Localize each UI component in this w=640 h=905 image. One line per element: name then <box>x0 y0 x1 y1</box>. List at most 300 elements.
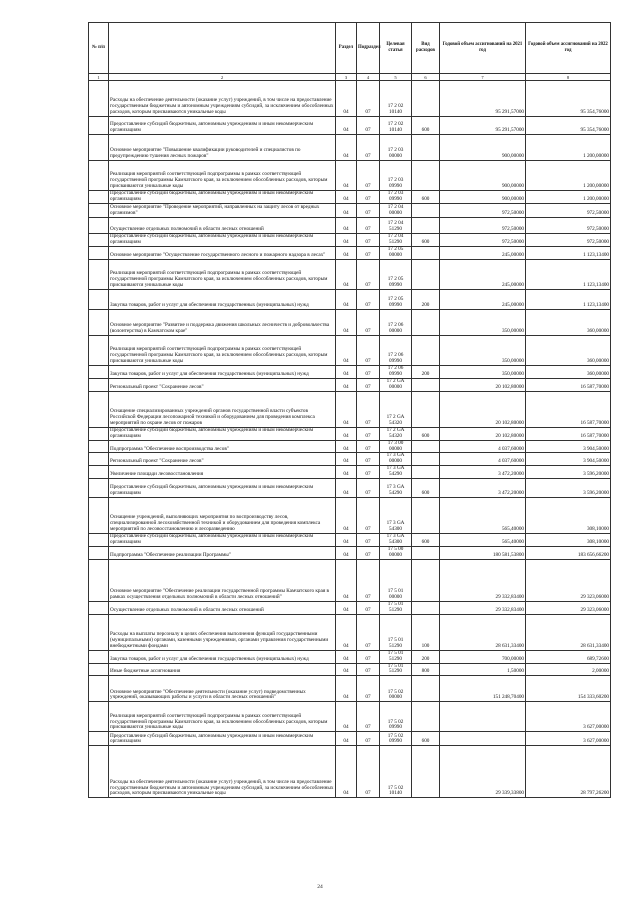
cell-name: Реализация мероприятий соответствующей подпрограммы в рамках соответствующей государственной программы Камчатского края, за исключением обособленных расходов, которым присваиваются уникальные коды <box>109 161 336 191</box>
cell-expense-type <box>412 601 440 614</box>
cell-num <box>89 663 109 676</box>
cell-expense-type <box>412 310 440 336</box>
cell-year-2022: 3 596,20000 <box>526 466 611 479</box>
cell-year-2022: 2,00000 <box>526 663 611 676</box>
cell-year-2022: 154 333,60200 <box>526 676 611 702</box>
cell-expense-type <box>412 81 440 117</box>
cell-year-2021: 245,00000 <box>440 247 526 260</box>
cell-expense-type <box>412 453 440 466</box>
cell-expense-type: 200 <box>412 650 440 663</box>
cell-section: 04 <box>336 218 357 234</box>
cell-year-2021: 1,50000 <box>440 663 526 676</box>
cell-target: 17 5 02 00000 <box>380 676 412 702</box>
cell-name: Региональный проект "Сохранение лесов" <box>109 453 336 466</box>
cell-year-2022: 360,00000 <box>526 336 611 366</box>
cell-subsection: 07 <box>357 650 380 663</box>
table-row <box>89 676 611 702</box>
cell-expense-type: 200 <box>412 366 440 379</box>
cell-section: 04 <box>336 117 357 135</box>
cell-target: 17 2 04 00000 <box>380 204 412 218</box>
cell-target: 17 2 03 09990 <box>380 191 412 204</box>
table-row <box>89 601 611 614</box>
cell-target: 17 2 GA 54320 <box>380 391 412 427</box>
cell-target: 17 2 GA 54320 <box>380 427 412 440</box>
budget-table <box>88 22 611 798</box>
cell-subsection: 07 <box>357 260 380 290</box>
cell-target: 17 5 01 51290 <box>380 663 412 676</box>
cell-num <box>89 247 109 260</box>
table-row <box>89 498 611 534</box>
cell-section: 04 <box>336 614 357 650</box>
cell-year-2021: 350,00000 <box>440 310 526 336</box>
cell-subsection: 07 <box>357 559 380 601</box>
cell-year-2022: 16 587,70000 <box>526 427 611 440</box>
cell-expense-type: 600 <box>412 427 440 440</box>
cell-expense-type <box>412 547 440 560</box>
cell-expense-type <box>412 466 440 479</box>
cell-num <box>89 366 109 379</box>
table-row <box>89 547 611 560</box>
cell-name: Иные бюджетные ассигнования <box>109 663 336 676</box>
cell-num <box>89 534 109 547</box>
cell-year-2021: 3 472,20000 <box>440 479 526 498</box>
cell-expense-type: 600 <box>412 479 440 498</box>
cell-subsection: 07 <box>357 732 380 746</box>
cell-name: Реализация мероприятий соответствующей подпрограммы в рамках соответствующей государственной программы Камчатского края, за исключением обособленных расходов, которым присваиваются уникальные коды <box>109 336 336 366</box>
cell-target: 17 2 06 00000 <box>380 310 412 336</box>
cell-section: 04 <box>336 663 357 676</box>
cell-num <box>89 191 109 204</box>
cell-subsection: 07 <box>357 204 380 218</box>
cell-section: 04 <box>336 135 357 161</box>
cell-subsection: 07 <box>357 663 380 676</box>
cell-name: Расходы на обеспечение деятельности (оказание услуг) учреждений, в том числе на предоставление государственным бюджетным и автономным учреждениям субсидий, за исключением обособленных расходов, которым присваиваются уникальные коды <box>109 81 336 117</box>
table-row <box>89 204 611 218</box>
cell-year-2021: 565,40000 <box>440 534 526 547</box>
cell-year-2021: 4 037,60000 <box>440 440 526 453</box>
cell-subsection: 07 <box>357 218 380 234</box>
cell-year-2022: 308,10000 <box>526 498 611 534</box>
table-row <box>89 135 611 161</box>
cell-year-2022: 3 627,00000 <box>526 702 611 732</box>
cell-year-2021 <box>440 732 526 746</box>
cell-name: Основное мероприятие "Обеспечение реализации государственной программы Камчатского края в рамках осуществления отдельных полномочий в области лесных отношений" <box>109 559 336 601</box>
cell-name: Предоставление субсидий бюджетным, автономным учреждениям и иным некоммерческим организациям <box>109 427 336 440</box>
cell-target: 17 2 04 51290 <box>380 234 412 247</box>
cell-target: 17 3 GA 54300 <box>380 534 412 547</box>
cell-subsection: 07 <box>357 614 380 650</box>
cell-year-2021: 95 291,57000 <box>440 117 526 135</box>
table-row <box>89 378 611 391</box>
cell-expense-type: 600 <box>412 191 440 204</box>
table-row <box>89 161 611 191</box>
cell-name: Предоставление субсидий бюджетным, автономным учреждениям и иным некоммерческим организациям <box>109 534 336 547</box>
cell-year-2022: 28 797,26200 <box>526 746 611 798</box>
column-number: 6 <box>412 74 440 81</box>
cell-year-2021 <box>440 702 526 732</box>
column-number: 2 <box>109 74 336 81</box>
cell-num <box>89 234 109 247</box>
cell-expense-type <box>412 391 440 427</box>
cell-subsection: 07 <box>357 479 380 498</box>
cell-year-2022: 1 200,00000 <box>526 161 611 191</box>
cell-section: 04 <box>336 290 357 310</box>
cell-section: 04 <box>336 732 357 746</box>
cell-target: 17 2 02 10140 <box>380 117 412 135</box>
cell-num <box>89 161 109 191</box>
cell-year-2022: 95 354,76000 <box>526 81 611 117</box>
cell-subsection: 07 <box>357 498 380 534</box>
cell-num <box>89 601 109 614</box>
cell-name: Расходы на выплаты персоналу в целях обеспечения выполнения функций государственными (муниципальными) органами, казенными учреждениями, органами управления государственными внебюджетными фондами <box>109 614 336 650</box>
cell-num <box>89 290 109 310</box>
cell-year-2022: 28 631,33400 <box>526 614 611 650</box>
table-row <box>89 247 611 260</box>
cell-subsection: 07 <box>357 601 380 614</box>
column-number: 3 <box>336 74 357 81</box>
cell-section: 04 <box>336 453 357 466</box>
cell-year-2021: 245,00000 <box>440 290 526 310</box>
cell-section: 04 <box>336 601 357 614</box>
cell-year-2021: 151 248,70400 <box>440 676 526 702</box>
cell-subsection: 07 <box>357 161 380 191</box>
cell-num <box>89 479 109 498</box>
cell-name: Основное мероприятие "Развитие и поддержка движения школьных лесничеств и добровольчества (волонтерства) в Камчатском крае" <box>109 310 336 336</box>
cell-subsection: 07 <box>357 310 380 336</box>
header-expense-type: Вид расходов <box>412 23 440 74</box>
cell-year-2022: 3 627,00000 <box>526 732 611 746</box>
cell-num <box>89 453 109 466</box>
cell-name: Увеличение площади лесовосстановления <box>109 466 336 479</box>
cell-year-2021: 350,00000 <box>440 366 526 379</box>
cell-section: 04 <box>336 378 357 391</box>
cell-name: Предоставление субсидий бюджетным, автономным учреждениям и иным некоммерческим организациям <box>109 191 336 204</box>
table-row <box>89 702 611 732</box>
cell-name: Предоставление субсидий бюджетным, автономным учреждениям и иным некоммерческим организациям <box>109 479 336 498</box>
cell-section: 04 <box>336 204 357 218</box>
cell-target: 17 2 06 09990 <box>380 366 412 379</box>
cell-target: 17 3 00 00000 <box>380 440 412 453</box>
cell-section: 04 <box>336 559 357 601</box>
cell-year-2021: 900,00000 <box>440 191 526 204</box>
cell-year-2021: 20 102,80000 <box>440 391 526 427</box>
cell-year-2022: 3 904,50000 <box>526 440 611 453</box>
cell-target: 17 3 GA 54300 <box>380 498 412 534</box>
cell-subsection: 07 <box>357 427 380 440</box>
cell-subsection: 07 <box>357 366 380 379</box>
table-row <box>89 234 611 247</box>
cell-subsection: 07 <box>357 378 380 391</box>
cell-name: Региональный проект "Сохранение лесов" <box>109 378 336 391</box>
cell-subsection: 07 <box>357 676 380 702</box>
cell-year-2021: 4 037,60000 <box>440 453 526 466</box>
cell-section: 04 <box>336 310 357 336</box>
cell-section: 04 <box>336 466 357 479</box>
cell-year-2022: 16 587,70000 <box>526 378 611 391</box>
cell-year-2021: 28 631,33400 <box>440 614 526 650</box>
cell-subsection: 07 <box>357 234 380 247</box>
cell-subsection: 07 <box>357 290 380 310</box>
cell-expense-type: 600 <box>412 234 440 247</box>
cell-expense-type <box>412 204 440 218</box>
cell-expense-type <box>412 559 440 601</box>
cell-year-2022: 1 200,00000 <box>526 191 611 204</box>
table-row <box>89 559 611 601</box>
cell-subsection: 07 <box>357 453 380 466</box>
cell-num <box>89 81 109 117</box>
cell-target: 17 5 01 51290 <box>380 614 412 650</box>
cell-num <box>89 391 109 427</box>
cell-section: 04 <box>336 247 357 260</box>
cell-subsection: 07 <box>357 391 380 427</box>
cell-year-2021: 95 291,57000 <box>440 81 526 117</box>
cell-expense-type: 200 <box>412 290 440 310</box>
table-row <box>89 117 611 135</box>
cell-expense-type <box>412 260 440 290</box>
table-row <box>89 479 611 498</box>
table-row <box>89 290 611 310</box>
cell-year-2021: 29 339,33800 <box>440 746 526 798</box>
cell-subsection: 07 <box>357 746 380 798</box>
table-row <box>89 746 611 798</box>
cell-target: 17 2 04 51290 <box>380 218 412 234</box>
cell-num <box>89 559 109 601</box>
cell-name: Реализация мероприятий соответствующей подпрограммы в рамках соответствующей государственной программы Камчатского края, за исключением обособленных расходов, которым присваиваются уникальные коды <box>109 260 336 290</box>
cell-num <box>89 702 109 732</box>
cell-section: 04 <box>336 81 357 117</box>
cell-year-2021: 20 102,80000 <box>440 378 526 391</box>
column-number: 7 <box>440 74 526 81</box>
cell-expense-type <box>412 702 440 732</box>
cell-subsection: 07 <box>357 247 380 260</box>
cell-year-2022: 183 656,66200 <box>526 547 611 560</box>
cell-target: 17 2 GA 00000 <box>380 378 412 391</box>
cell-subsection: 07 <box>357 135 380 161</box>
cell-expense-type <box>412 336 440 366</box>
table-body <box>89 81 611 798</box>
cell-name: Оснащение специализированных учреждений органов государственной власти субъектов Российской Федерации лесопожарной техникой и оборудованием для проведения комплекса мероприятий по охране лесов от пожаров <box>109 391 336 427</box>
cell-name: Осуществление отдельных полномочий в области лесных отношений <box>109 218 336 234</box>
cell-section: 04 <box>336 234 357 247</box>
column-number: 4 <box>357 74 380 81</box>
cell-expense-type <box>412 135 440 161</box>
cell-year-2021: 180 581,53800 <box>440 547 526 560</box>
table-row <box>89 366 611 379</box>
cell-num <box>89 498 109 534</box>
page-number: 24 <box>317 884 323 890</box>
cell-year-2022: 689,72600 <box>526 650 611 663</box>
cell-num <box>89 676 109 702</box>
column-number: 5 <box>380 74 412 81</box>
cell-target: 17 2 05 09990 <box>380 260 412 290</box>
cell-section: 04 <box>336 746 357 798</box>
header-num: № п/п <box>89 23 109 74</box>
cell-expense-type: 600 <box>412 534 440 547</box>
cell-target: 17 2 02 10140 <box>380 81 412 117</box>
cell-year-2022: 1 123,13400 <box>526 290 611 310</box>
cell-year-2021: 20 102,80000 <box>440 427 526 440</box>
cell-subsection: 07 <box>357 702 380 732</box>
table-row <box>89 260 611 290</box>
cell-year-2021: 972,50000 <box>440 204 526 218</box>
cell-expense-type <box>412 440 440 453</box>
cell-subsection: 07 <box>357 81 380 117</box>
table-row <box>89 427 611 440</box>
cell-target: 17 3 GA 00000 <box>380 453 412 466</box>
cell-expense-type <box>412 161 440 191</box>
table-row <box>89 391 611 427</box>
cell-target: 17 5 01 00000 <box>380 559 412 601</box>
header-subsection: Подраздел <box>357 23 380 74</box>
cell-year-2021: 700,00000 <box>440 650 526 663</box>
cell-expense-type: 800 <box>412 663 440 676</box>
cell-num <box>89 547 109 560</box>
cell-num <box>89 204 109 218</box>
cell-name: Основное мероприятие "Проведение мероприятий, направленных на защиту лесов от вредных организмов" <box>109 204 336 218</box>
cell-name: Подпрограмма "Обеспечение воспроизводства лесов" <box>109 440 336 453</box>
cell-year-2022: 1 123,13400 <box>526 247 611 260</box>
cell-target: 17 3 GA 54290 <box>380 479 412 498</box>
cell-year-2022: 1 123,13400 <box>526 260 611 290</box>
cell-year-2022: 3 596,20000 <box>526 479 611 498</box>
cell-name: Предоставление субсидий бюджетным, автономным учреждениям и иным некоммерческим организациям <box>109 732 336 746</box>
cell-section: 04 <box>336 534 357 547</box>
cell-target: 17 5 01 51290 <box>380 601 412 614</box>
cell-year-2021: 565,40000 <box>440 498 526 534</box>
cell-name: Основное мероприятие "Осуществление государственного лесного и пожарного надзора в лесах" <box>109 247 336 260</box>
cell-section: 04 <box>336 161 357 191</box>
cell-year-2022: 972,50000 <box>526 234 611 247</box>
cell-subsection: 07 <box>357 534 380 547</box>
cell-target: 17 5 02 09990 <box>380 702 412 732</box>
table-row <box>89 732 611 746</box>
cell-subsection: 07 <box>357 466 380 479</box>
cell-name: Оснащение учреждений, выполняющих мероприятия по воспроизводству лесов, специализированной лесохозяйственной техникой и оборудованием для проведения комплекса мероприятий по лесовосстановлению и лесоразведению <box>109 498 336 534</box>
cell-target: 17 2 03 09990 <box>380 161 412 191</box>
header-target: Целевая статья <box>380 23 412 74</box>
cell-year-2021: 900,00000 <box>440 161 526 191</box>
cell-section: 04 <box>336 479 357 498</box>
cell-num <box>89 336 109 366</box>
cell-year-2022: 360,00000 <box>526 310 611 336</box>
cell-year-2022: 3 904,50000 <box>526 453 611 466</box>
cell-year-2022: 29 323,06000 <box>526 559 611 601</box>
cell-name: Расходы на обеспечение деятельности (оказание услуг) учреждений, в том числе на предоставление государственным бюджетным и автономным учреждениям субсидий, за исключением обособленных расходов, которым присваиваются уникальные коды <box>109 746 336 798</box>
cell-target: 17 2 05 09990 <box>380 290 412 310</box>
cell-name: Основное мероприятие "Повышение квалификации руководителей и специалистов по предупреждению тушения лесных пожаров" <box>109 135 336 161</box>
cell-year-2021: 900,00000 <box>440 135 526 161</box>
cell-subsection: 07 <box>357 547 380 560</box>
cell-year-2022: 16 587,70000 <box>526 391 611 427</box>
cell-num <box>89 440 109 453</box>
cell-num <box>89 117 109 135</box>
cell-target: 17 3 GA 54290 <box>380 466 412 479</box>
cell-num <box>89 732 109 746</box>
table-row <box>89 466 611 479</box>
cell-year-2021: 29 332,83400 <box>440 601 526 614</box>
cell-subsection: 07 <box>357 440 380 453</box>
cell-expense-type <box>412 378 440 391</box>
cell-year-2021: 350,00000 <box>440 336 526 366</box>
cell-num <box>89 427 109 440</box>
cell-num <box>89 218 109 234</box>
table-row <box>89 534 611 547</box>
cell-section: 04 <box>336 676 357 702</box>
cell-num <box>89 466 109 479</box>
cell-subsection: 07 <box>357 117 380 135</box>
cell-section: 04 <box>336 191 357 204</box>
cell-num <box>89 260 109 290</box>
cell-subsection: 07 <box>357 336 380 366</box>
cell-name: Закупка товаров, работ и услуг для обеспечения государственных (муниципальных) нужд <box>109 650 336 663</box>
cell-num <box>89 650 109 663</box>
cell-name: Реализация мероприятий соответствующей подпрограммы в рамках соответствующей государственной программы Камчатского края, за исключением обособленных расходов, которым присваиваются уникальные коды <box>109 702 336 732</box>
table-row <box>89 614 611 650</box>
cell-subsection: 07 <box>357 191 380 204</box>
cell-num <box>89 310 109 336</box>
cell-target: 17 5 02 10140 <box>380 746 412 798</box>
cell-expense-type <box>412 218 440 234</box>
cell-expense-type: 600 <box>412 117 440 135</box>
cell-year-2022: 95 354,76000 <box>526 117 611 135</box>
cell-expense-type <box>412 676 440 702</box>
cell-year-2022: 308,10000 <box>526 534 611 547</box>
cell-year-2021: 245,00000 <box>440 260 526 290</box>
cell-name: Закупка товаров, работ и услуг для обеспечения государственных (муниципальных) нужд <box>109 366 336 379</box>
cell-section: 04 <box>336 547 357 560</box>
cell-target: 17 2 06 09990 <box>380 336 412 366</box>
cell-year-2022: 972,50000 <box>526 218 611 234</box>
cell-num <box>89 378 109 391</box>
cell-num <box>89 746 109 798</box>
header-section: Раздел <box>336 23 357 74</box>
table-row <box>89 650 611 663</box>
cell-year-2021: 29 332,83400 <box>440 559 526 601</box>
cell-target: 17 2 03 00000 <box>380 135 412 161</box>
cell-num <box>89 135 109 161</box>
cell-section: 04 <box>336 702 357 732</box>
cell-section: 04 <box>336 440 357 453</box>
table-row <box>89 218 611 234</box>
cell-name: Основное мероприятие "Обеспечение деятельности (оказание услуг) подведомственных учреждений, оказывающих работы и услуги в области лесных отношений" <box>109 676 336 702</box>
cell-name: Предоставление субсидий бюджетным, автономным учреждениям и иным некоммерческим организациям <box>109 117 336 135</box>
header-name <box>109 23 336 74</box>
cell-name: Подпрограмма "Обеспечение реализации Программы" <box>109 547 336 560</box>
table-row <box>89 310 611 336</box>
cell-year-2022: 29 323,06000 <box>526 601 611 614</box>
cell-num <box>89 614 109 650</box>
cell-target: 17 2 05 00000 <box>380 247 412 260</box>
column-number: 8 <box>526 74 611 81</box>
column-number-row <box>89 74 611 81</box>
cell-expense-type <box>412 247 440 260</box>
table-row <box>89 440 611 453</box>
cell-expense-type <box>412 746 440 798</box>
cell-section: 04 <box>336 650 357 663</box>
cell-name: Закупка товаров, работ и услуг для обеспечения государственных (муниципальных) нужд <box>109 290 336 310</box>
cell-year-2022: 360,00000 <box>526 366 611 379</box>
cell-expense-type: 100 <box>412 614 440 650</box>
cell-section: 04 <box>336 260 357 290</box>
cell-expense-type <box>412 498 440 534</box>
header-year-2021: Годовой объем ассигнований на 2021 год <box>440 23 526 74</box>
cell-target: 17 5 01 51290 <box>380 650 412 663</box>
cell-name: Осуществление отдельных полномочий в области лесных отношений <box>109 601 336 614</box>
table-row <box>89 81 611 117</box>
table-row <box>89 453 611 466</box>
cell-section: 04 <box>336 427 357 440</box>
cell-year-2021: 972,50000 <box>440 218 526 234</box>
